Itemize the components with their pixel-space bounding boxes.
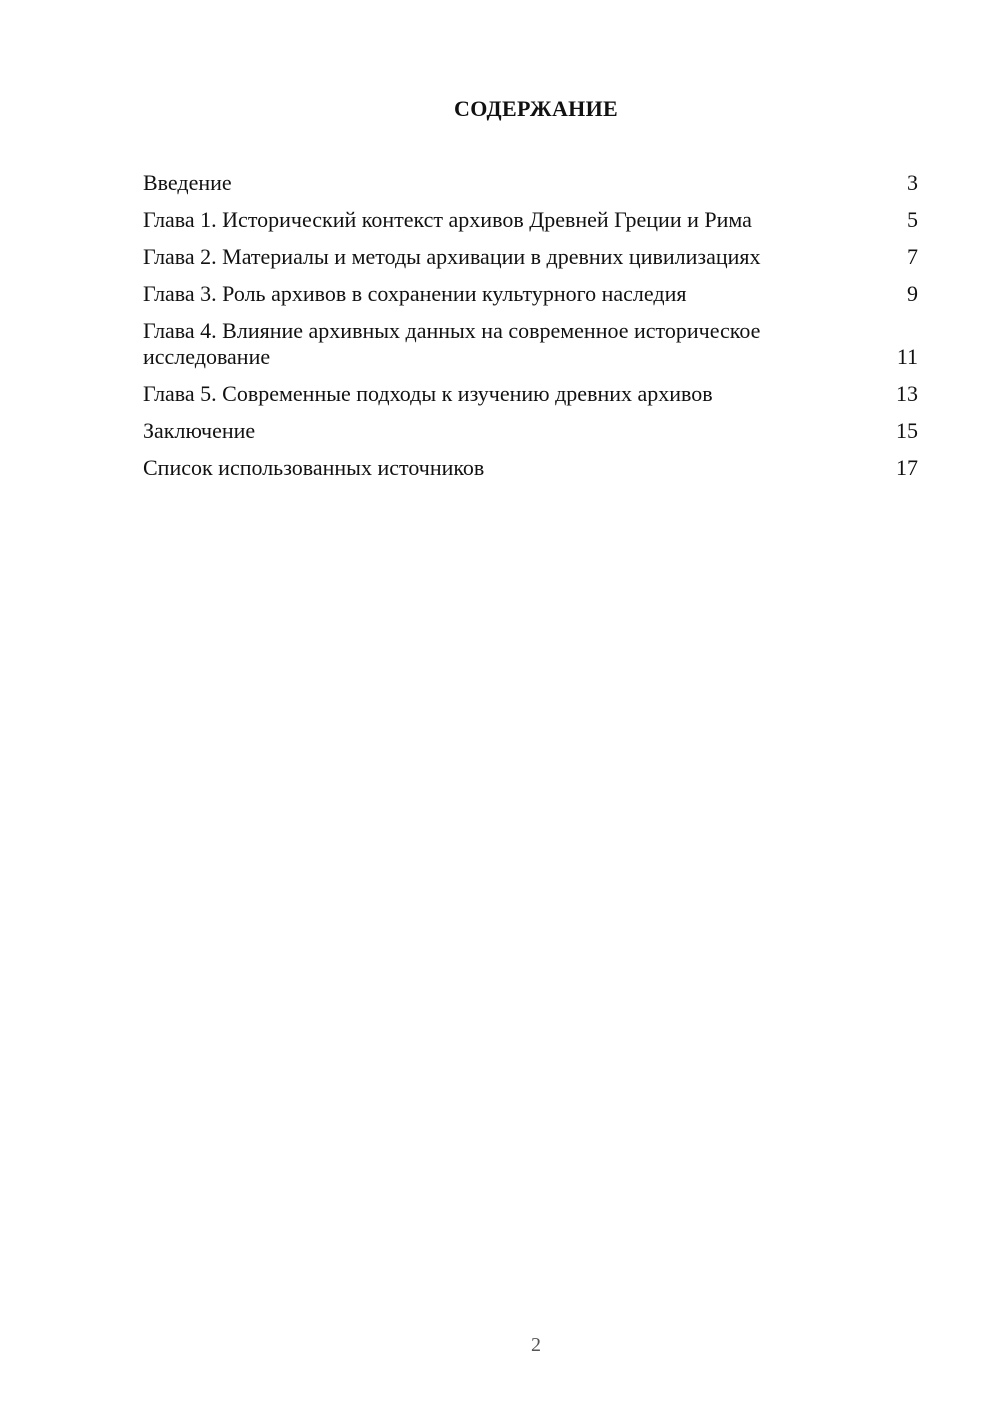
toc-entry-page: 15 — [896, 418, 918, 443]
toc-entry-page: 3 — [907, 170, 918, 195]
table-of-contents — [143, 170, 918, 492]
toc-entry-title: Введение — [143, 170, 232, 195]
toc-entry-title: Глава 1. Исторический контекст архивов Древней Греции и Рима — [143, 207, 752, 232]
page-number: 2 — [531, 1334, 541, 1356]
toc-entry-conclusion — [143, 418, 918, 444]
toc-entry-page: 11 — [896, 344, 918, 369]
toc-entry-title: Глава 4. Влияние архивных данных на современное историческое исследование — [143, 318, 761, 369]
toc-entry-title: Глава 5. Современные подходы к изучению древних архивов — [143, 381, 713, 406]
toc-entry-chapter-3 — [143, 281, 918, 307]
toc-entry-page: 13 — [896, 381, 918, 406]
toc-entry-title: Список использованных источников — [143, 455, 485, 480]
toc-entry-chapter-2 — [143, 244, 918, 270]
toc-entry-title: Глава 3. Роль архивов в сохранении культурного наследия — [143, 281, 687, 306]
toc-entry-page: 17 — [896, 455, 918, 480]
toc-entry-references — [143, 455, 918, 481]
toc-entry-page: 5 — [907, 207, 918, 232]
toc-heading: СОДЕРЖАНИЕ — [454, 96, 618, 121]
toc-entry-page: 9 — [907, 281, 918, 306]
toc-entry-title: Глава 2. Материалы и методы архивации в древних цивилизациях — [143, 244, 761, 269]
toc-entry-introduction — [143, 170, 918, 196]
toc-entry-chapter-5 — [143, 381, 918, 407]
toc-entry-chapter-1 — [143, 207, 918, 233]
toc-entry-chapter-4 — [143, 318, 918, 370]
toc-entry-page: 7 — [907, 244, 918, 269]
toc-entry-title: Заключение — [143, 418, 256, 443]
